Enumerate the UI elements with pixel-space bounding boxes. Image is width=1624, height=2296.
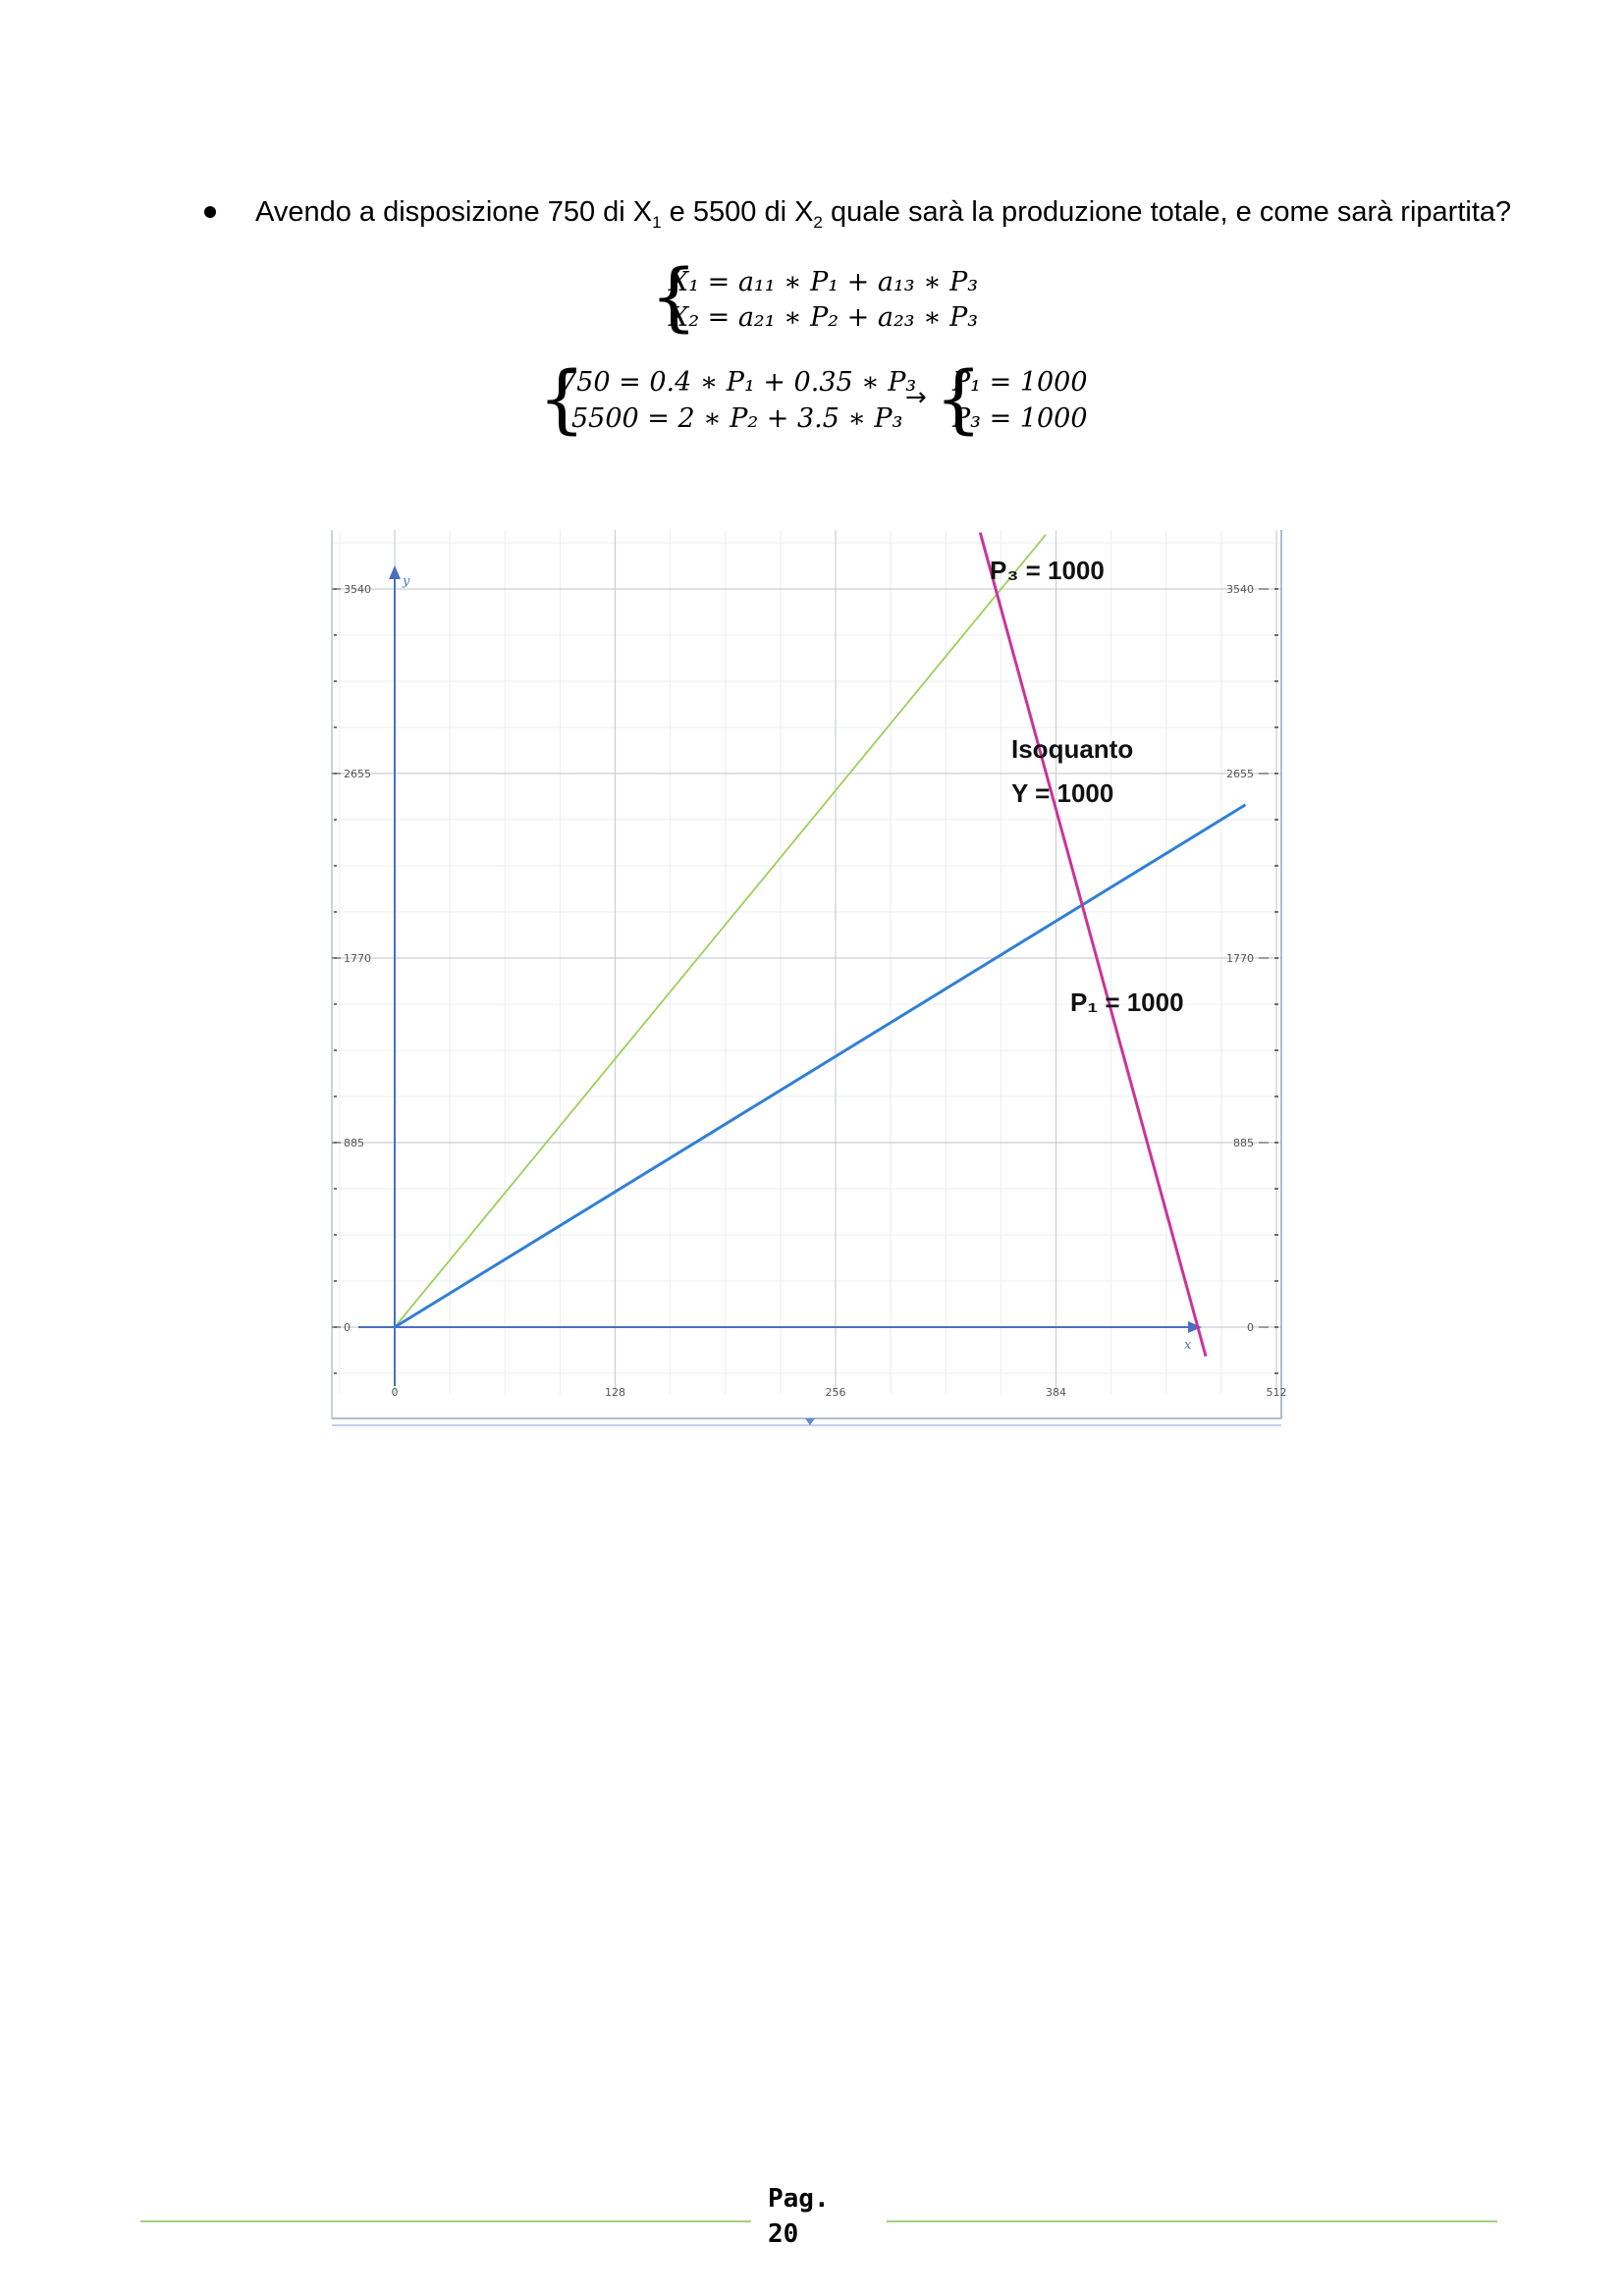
eq-general-1: X₁ = a₁₁ ∗ P₁ + a₁₃ ∗ P₃ — [670, 267, 979, 297]
footer-line-left — [140, 2220, 751, 2222]
label-isoquant: Isoquanto — [1011, 734, 1134, 764]
y-tick-label-left: 3540 — [344, 583, 371, 596]
eq-solution-1: P₁ = 1000 — [952, 367, 1088, 398]
y-tick-label-right: 3540 — [1226, 583, 1254, 596]
eq-general-2: X₂ = a₂₁ ∗ P₂ + a₂₃ ∗ P₃ — [670, 302, 979, 333]
question-text — [255, 192, 1511, 242]
y-tick-label-left: 0 — [344, 1321, 351, 1334]
label-p1: P₁ = 1000 — [1070, 988, 1184, 1017]
y-tick-label-left: 885 — [344, 1137, 364, 1149]
eq-solution-2: P₃ = 1000 — [952, 403, 1088, 434]
y-tick-label-right: 0 — [1247, 1321, 1254, 1334]
question-prefix: Avendo a disposizione 750 di X — [255, 196, 653, 228]
x-tick-label: 384 — [1046, 1386, 1066, 1399]
y-tick-label-left: 1770 — [344, 952, 371, 965]
eq-numeric-1: 750 = 0.4 ∗ P₁ + 0.35 ∗ P₃ — [560, 367, 917, 398]
question-middle: e 5500 di X — [661, 196, 814, 228]
isoquant-chart — [324, 530, 1306, 1433]
y-tick-label-left: 2655 — [344, 768, 371, 780]
question-suffix: quale sarà la produzione totale, e come sarà ripartita? — [822, 196, 1512, 228]
x-tick-label: 256 — [825, 1386, 846, 1399]
question-bullet-item — [204, 192, 1512, 240]
x-tick-label: 512 — [1266, 1386, 1287, 1399]
plot-background — [329, 530, 1281, 1428]
bullet-icon — [204, 206, 216, 218]
question-sub1: 1 — [652, 212, 662, 232]
brace-left-2: { — [538, 354, 586, 442]
label-y-1000: Y = 1000 — [1011, 778, 1114, 808]
y-axis-letter: y — [403, 574, 410, 589]
chart-svg — [324, 530, 1306, 1433]
x-tick-label: 128 — [605, 1386, 625, 1399]
page-number: 20 — [768, 2219, 799, 2249]
footer-line-right — [887, 2220, 1497, 2222]
x-tick-label: 0 — [391, 1386, 399, 1399]
brace-left-3: { — [935, 354, 983, 442]
page-label: Pag. — [768, 2184, 830, 2214]
y-tick-label-right: 1770 — [1226, 952, 1254, 965]
question-sub2: 2 — [813, 212, 823, 232]
label-p3: P₃ = 1000 — [990, 556, 1105, 585]
eq-numeric-2: 5500 = 2 ∗ P₂ + 3.5 ∗ P₃ — [571, 403, 903, 434]
x-axis-letter: x — [1184, 1338, 1192, 1353]
brace-left-1: { — [650, 252, 698, 340]
y-tick-label-right: 885 — [1233, 1137, 1254, 1149]
page-footer — [768, 2181, 830, 2252]
y-tick-label-right: 2655 — [1226, 768, 1254, 780]
implies-arrow-icon: → — [905, 383, 927, 412]
